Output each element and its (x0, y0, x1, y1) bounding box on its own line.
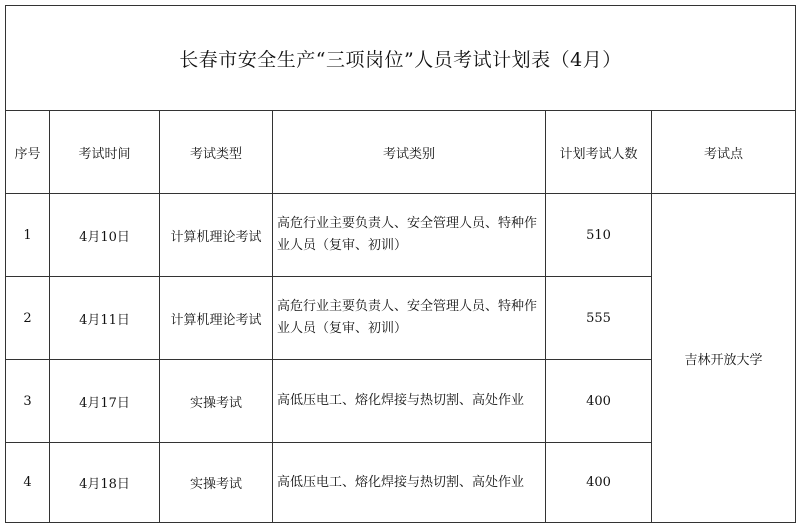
row-category: 高低压电工、熔化焊接与热切割、高处作业 (273, 443, 546, 523)
row-count: 400 (546, 360, 652, 443)
row-time: 4月17日 (50, 360, 160, 443)
exam-location: 吉林开放大学 (652, 194, 796, 523)
row-seq: 4 (6, 443, 50, 523)
row-category: 高危行业主要负责人、安全管理人员、特种作业人员（复审、初训） (273, 277, 546, 360)
row-category: 高低压电工、熔化焊接与热切割、高处作业 (273, 360, 546, 443)
header-location: 考试点 (652, 111, 796, 194)
table-row (6, 194, 796, 277)
header-seq: 序号 (6, 111, 50, 194)
header-category: 考试类别 (273, 111, 546, 194)
row-seq: 1 (6, 194, 50, 277)
header-count: 计划考试人数 (546, 111, 652, 194)
row-category: 高危行业主要负责人、安全管理人员、特种作业人员（复审、初训） (273, 194, 546, 277)
title-row (6, 6, 796, 111)
row-seq: 3 (6, 360, 50, 443)
row-type: 计算机理论考试 (160, 194, 273, 277)
row-count: 555 (546, 277, 652, 360)
exam-schedule-table (5, 5, 796, 523)
row-type: 计算机理论考试 (160, 277, 273, 360)
row-time: 4月11日 (50, 277, 160, 360)
row-count: 400 (546, 443, 652, 523)
row-time: 4月18日 (50, 443, 160, 523)
row-count: 510 (546, 194, 652, 277)
row-type: 实操考试 (160, 360, 273, 443)
header-time: 考试时间 (50, 111, 160, 194)
row-seq: 2 (6, 277, 50, 360)
table-title: 长春市安全生产“三项岗位”人员考试计划表（4月） (6, 6, 796, 111)
row-time: 4月10日 (50, 194, 160, 277)
header-row (6, 111, 796, 194)
header-type: 考试类型 (160, 111, 273, 194)
row-type: 实操考试 (160, 443, 273, 523)
